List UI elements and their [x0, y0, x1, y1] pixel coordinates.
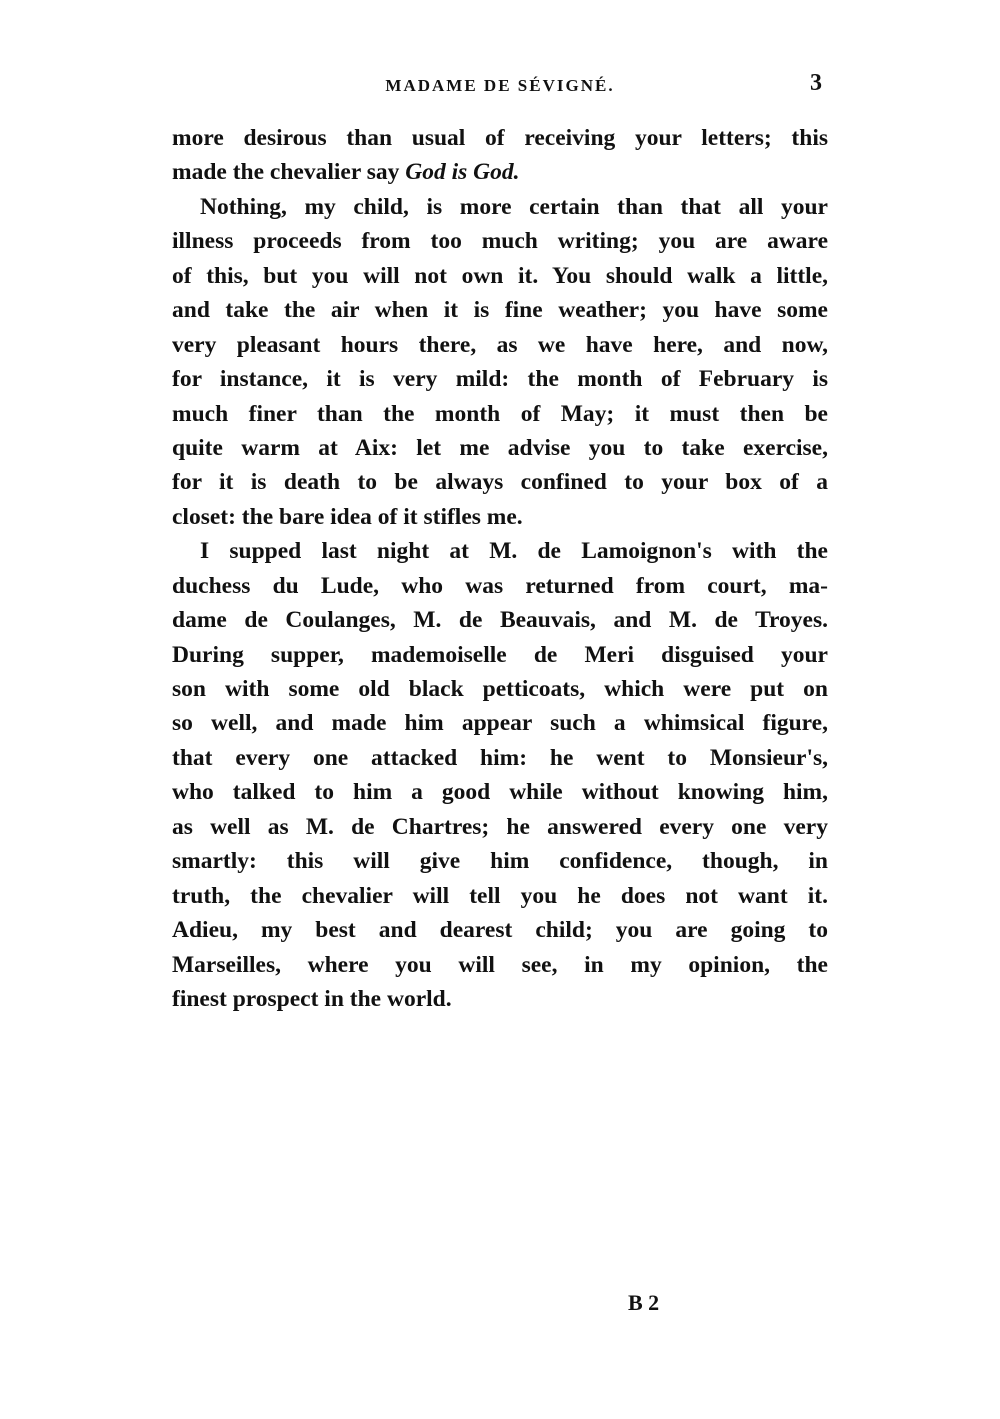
text-line: much finer than the month of May; it must then be [172, 400, 828, 427]
text-line: Marseilles, where you will see, in my opinion, the [172, 951, 828, 978]
text-line: During supper, mademoiselle de Meri disguised your [172, 641, 828, 668]
text-line: that every one attacked him: he went to Monsieur's, [172, 744, 828, 771]
text-line: of this, but you will not own it. You should walk a little, [172, 262, 828, 289]
text-line: Adieu, my best and dearest child; you are going to [172, 917, 828, 944]
text-line: Nothing, my child, is more certain than that all your [200, 193, 828, 220]
text-line: truth, the chevalier will tell you he does not want it. [172, 882, 828, 909]
text-line: made the chevalier say God is God. [172, 159, 520, 186]
text-line: very pleasant hours there, as we have here, and now, [172, 331, 828, 358]
running-header [172, 70, 828, 104]
text-line: for instance, it is very mild: the month of February is [172, 366, 828, 393]
running-title: MADAME DE SÉVIGNÉ. [385, 76, 615, 95]
text-line: who talked to him a good while without knowing him, [172, 779, 828, 806]
text-line: dame de Coulanges, M. de Beauvais, and M. de Troyes. [172, 607, 828, 634]
text-line: and take the air when it is fine weather; you have some [172, 297, 828, 324]
text-line: quite warm at Aix: let me advise you to take exercise, [172, 434, 828, 461]
text-line: finest prospect in the world. [172, 985, 452, 1012]
text-line: so well, and made him appear such a whimsical figure, [172, 710, 828, 737]
page-number: 3 [810, 70, 822, 96]
text-line: duchess du Lude, who was returned from court, ma- [172, 572, 828, 599]
text-line: I supped last night at M. de Lamoignon's with the [200, 538, 828, 565]
text-line: as well as M. de Chartres; he answered every one very [172, 813, 828, 840]
body-text [172, 121, 828, 1016]
text-line: closet: the bare idea of it stifles me. [172, 503, 523, 530]
text-line: smartly: this will give him confidence, though, in [172, 848, 828, 875]
text-line: illness proceeds from too much writing; you are aware [172, 228, 828, 255]
text-line: for it is death to be always confined to your box of a [172, 469, 828, 496]
italic-phrase: God is God. [405, 159, 520, 186]
text-line: more desirous than usual of receiving your letters; this [172, 125, 828, 151]
signature-mark: B 2 [628, 1290, 660, 1315]
text-line: son with some old black petticoats, which were put on [172, 676, 828, 702]
